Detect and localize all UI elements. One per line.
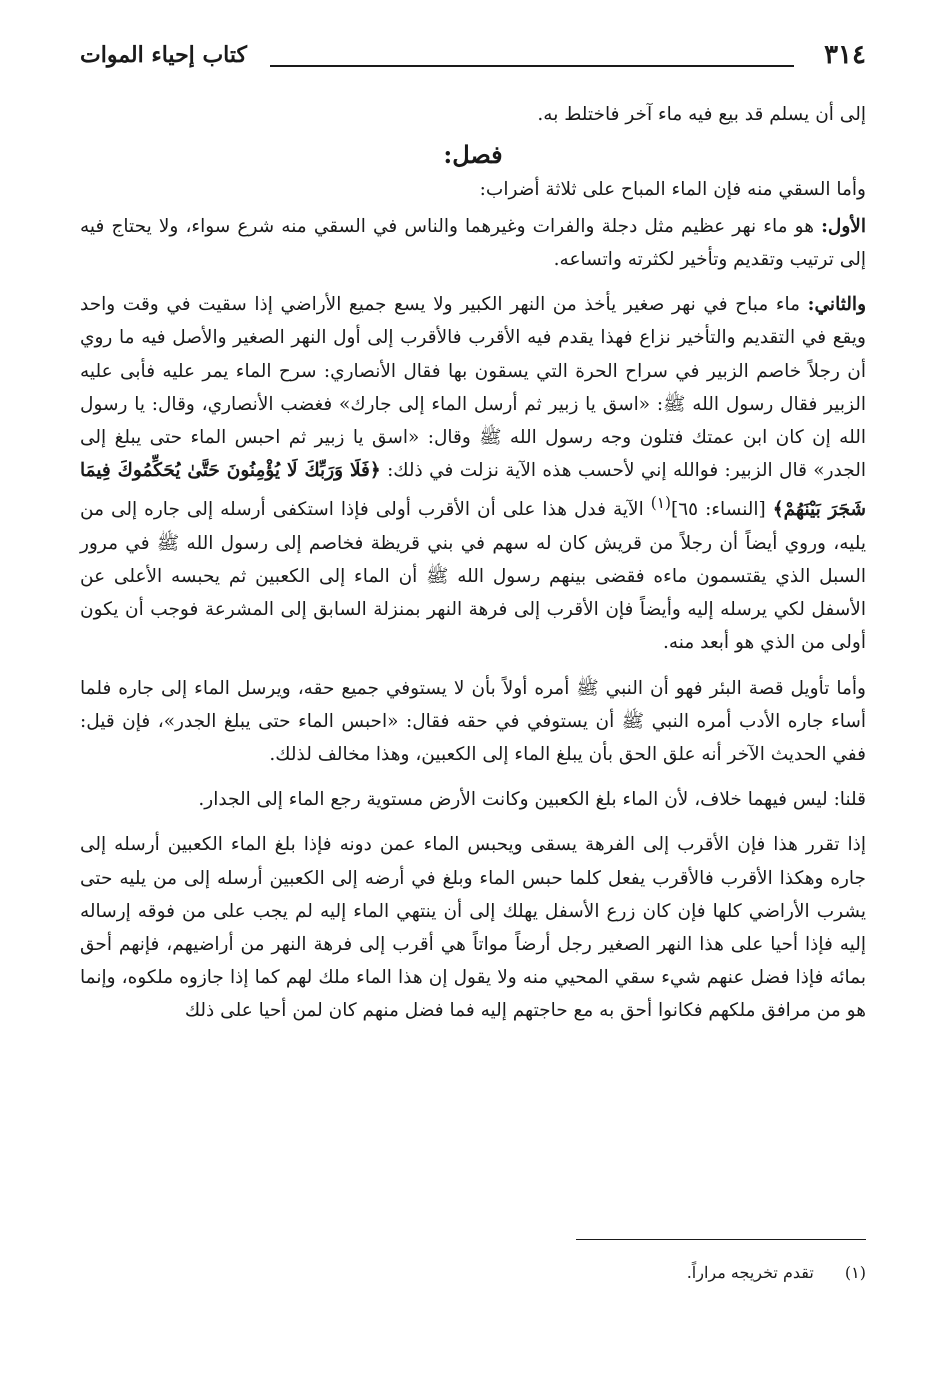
second-type-label: والثاني:	[807, 294, 866, 316]
lead-text: إلى أن يسلم قد بيع فيه ماء آخر فاختلط به.	[537, 104, 866, 125]
answer-text: قلنا: ليس فيهما خلاف، لأن الماء بلغ الكعبين وكانت الأرض مستوية رجع الماء إلى الجدار.	[198, 789, 866, 811]
answer-paragraph	[80, 783, 866, 816]
first-type-label: الأول:	[821, 215, 866, 237]
first-type-paragraph	[80, 210, 866, 276]
first-type-text: هو ماء نهر عظيم مثل دجلة والفرات وغيرهما والناس في السقي منه شرع سواء، ولا يحتاج فيه إلى ترتيب وتقديم وتأخير لكثرته واتساعه.	[80, 215, 866, 270]
quran-verse: ﴿فَلَا وَرَبِّكَ لَا يُؤْمِنُونَ حَتَّىٰ يُحَكِّمُوكَ فِيمَا شَجَرَ بَيْنَهُمْ﴾	[80, 460, 866, 521]
final-paragraph	[80, 828, 866, 1027]
verse-citation: [النساء: ٦٥]	[671, 499, 766, 521]
second-type-text-before-verse: ماء مباح في نهر صغير يأخذ من النهر الكبير ولا يسع جميع الأراضي إذا سقيت في وقت واحد ويقع في التقديم والتأخير نزاع فهذا يقدم فيه الأقرب فالأقرب إلى أول النهر الصغير والأصل فيه ما روي أن رجلاً خاصم الزبير في سراح الحرة التي يسقون بها فقال الأنصاري: سرح الماء يمر عليه فأبى عليه الزبير فقال رسول الله ﷺ: «اسق يا زبير ثم أرسل الماء إلى جارك» فغضب الأنصاري، وقال: يا رسول الله إن كان ابن عمتك فتلون وجه رسول الله ﷺ وقال: «اسق يا زبير ثم احبس الماء حتى يبلغ إلى الجدر» قال الزبير: فوالله إني لأحسب هذه الآية نزلت في ذلك:	[80, 294, 866, 482]
book-title: كتاب إحياء الموات	[80, 42, 247, 68]
section-heading: فصل:	[443, 139, 503, 169]
footnote-rule	[576, 1239, 866, 1240]
intro-paragraph	[80, 173, 866, 206]
footnote-number: (١)	[844, 1263, 866, 1282]
book-page	[80, 40, 866, 1336]
header-rule	[270, 65, 794, 67]
footnote-text: تقدم تخريجه مراراً.	[686, 1263, 814, 1282]
second-type-text-after-verse: الآية فدل هذا على أن الأقرب أولى فإذا استكفى أرسله إلى جاره إلى من يليه، وروي أيضاً أن رجلاً من قريش كان له سهم في بني قريظة فخاصم إلى رسول الله ﷺ في مرور السبل الذي يقتسمون ماءه فقضى بينهم رسول الله ﷺ أن الماء إلى الكعبين ثم يحبسه الأعلى عن الأسفل لكي يرسله إليه وأيضاً فإن الأقرب إلى فرهة النهر بمنزلة السابق إلى المشرعة فوجب أن يكون أولى من الذي هو أبعد منه.	[80, 499, 866, 654]
final-text: إذا تقرر هذا فإن الأقرب إلى الفرهة يسقى ويحبس الماء عمن دونه فإذا بلغ الماء الكعبين أرسله إلى جاره وهكذا الأقرب فالأقرب يفعل كلما حبس الماء وبلغ في أرضه إلى الكعبين أرسله إلى من يليه حتى يشرب الأراضي كلها فإن كان زرع الأسفل يهلك إلى أن ينتهي الماء إليه لم يجب على من فوقه إرساله إليه فإذا أحيا على هذا النهر الصغير رجل أرضاً مواتاً هي أقرب إلى فرهة النهر من أراضيهم، فإنهم أحق بمائه فإذا فضل عنهم شيء سقي المحيي منه ولا يقول إن هذا الماء ملك لهم كما إذا جازوه ملكوه، وإنما هو من مرافق ملكهم فكانوا أحق به مع حاجتهم إليه فما فضل منهم كان لمن أحيا على ذلك	[80, 834, 866, 1022]
intro-text: وأما السقي منه فإن الماء المباح على ثلاثة أضراب:	[479, 178, 866, 200]
page-header	[80, 40, 866, 86]
second-type-paragraph	[80, 288, 866, 659]
well-story-paragraph	[80, 672, 866, 772]
footnote-marker: (١)	[650, 494, 672, 513]
well-story-text: وأما تأويل قصة البئر فهو أن النبي ﷺ أمره أولاً بأن لا يستوفي جميع حقه، ويرسل الماء إلى جاره فلما أساء جاره الأدب أمره النبي ﷺ أن يستوفي في حقه فقال: «احبس الماء حتى يبلغ الجدر»، فإن قيل: ففي الحديث الآخر أنه علق الحق بأن يبلغ الماء إلى الكعبين، وهذا مخالف لذلك.	[80, 677, 866, 765]
footnote	[687, 1263, 866, 1282]
page-number: ٣١٤	[824, 40, 866, 70]
